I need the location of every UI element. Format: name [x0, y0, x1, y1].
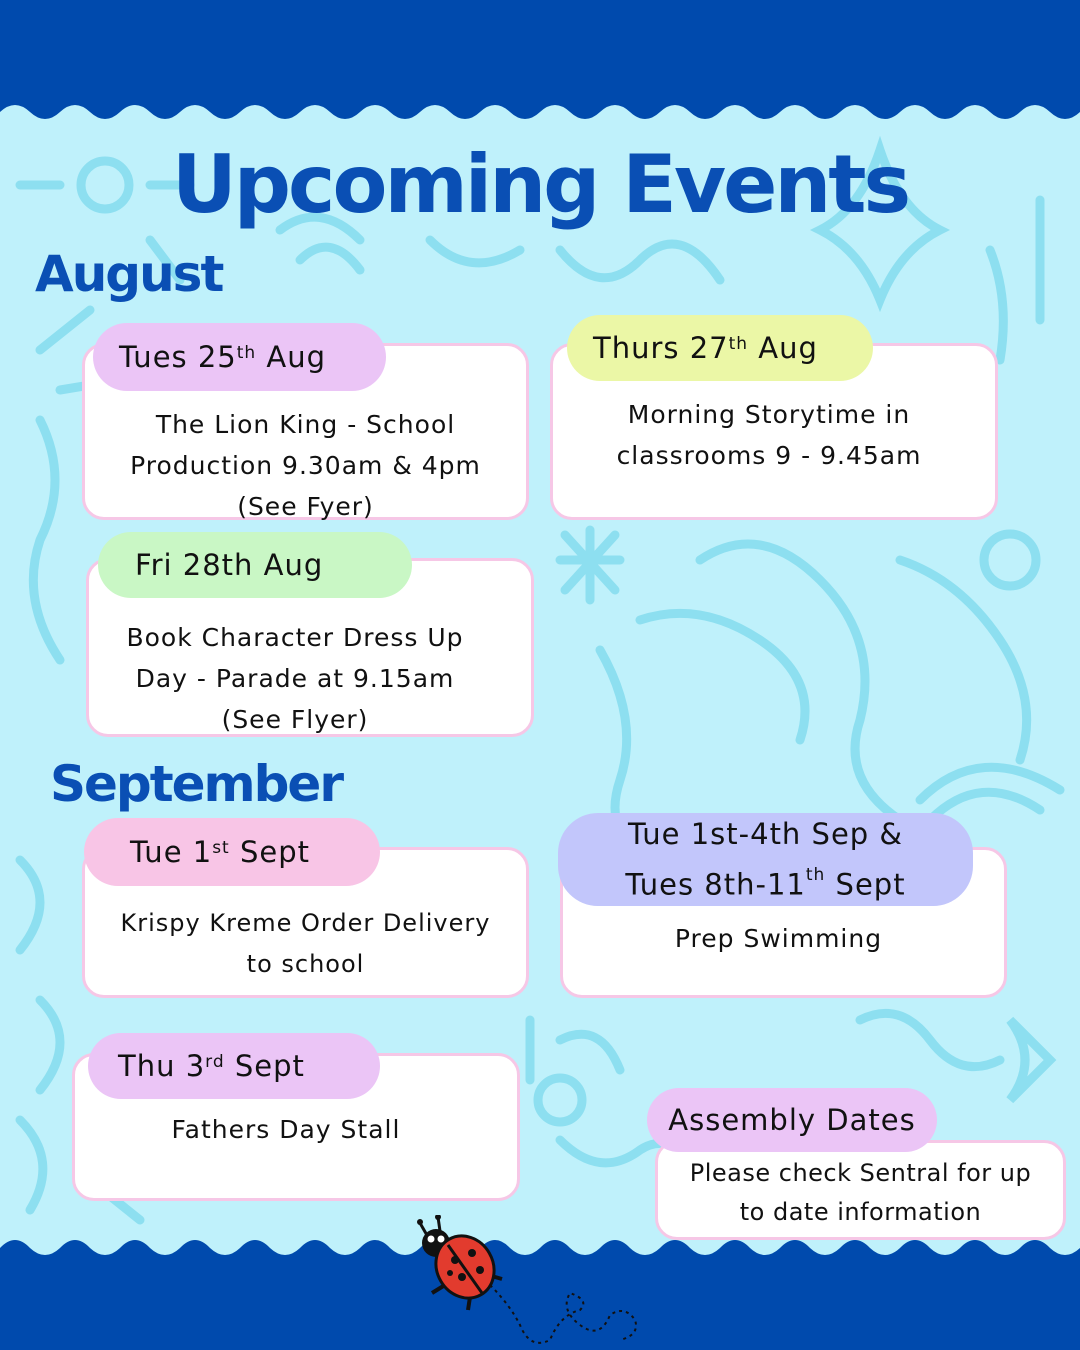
- event-line: Morning Storytime in: [627, 400, 911, 429]
- date-day: Thu 3: [118, 1049, 206, 1083]
- date-suffix: th: [805, 864, 826, 885]
- date-month: Sept: [229, 835, 310, 869]
- ladybug-icon: [410, 1215, 650, 1350]
- date-suffix: th: [728, 334, 749, 354]
- event-line: (See Flyer): [221, 705, 369, 734]
- date-month: Sept: [825, 867, 906, 902]
- date-line: Tue 1st-4th Sep &: [627, 816, 904, 851]
- event-description: [85, 404, 526, 527]
- event-line: to school: [246, 950, 365, 978]
- assembly-line: to date information: [739, 1198, 982, 1226]
- assembly-pill: [647, 1088, 937, 1152]
- date-pill-swimming: [558, 813, 973, 906]
- event-line: classrooms 9 - 9.45am: [616, 441, 922, 470]
- event-description: [553, 918, 1004, 959]
- date-pill-thu-3: [88, 1033, 380, 1099]
- event-description: [55, 1109, 517, 1150]
- date-day: Thurs 27: [593, 331, 729, 365]
- date-suffix: th: [236, 343, 257, 363]
- event-line: Krispy Kreme Order Delivery: [120, 909, 491, 937]
- date-pill-tues-25: [93, 323, 386, 391]
- date-line: [625, 857, 905, 908]
- date-day: Tues 25: [119, 340, 237, 374]
- date-month: Aug: [256, 340, 327, 374]
- event-line: Fathers Day Stall: [171, 1115, 401, 1144]
- event-line: Book Character Dress Up: [126, 623, 464, 652]
- top-wave-band: [0, 0, 1080, 130]
- assembly-description: [658, 1154, 1063, 1232]
- event-line: Production 9.30am & 4pm: [130, 451, 481, 480]
- date-day: Tue 1: [130, 835, 213, 869]
- event-description: [59, 617, 531, 740]
- event-description: [85, 903, 526, 985]
- event-line: (See Fyer): [237, 492, 374, 521]
- date-suffix: rd: [205, 1052, 225, 1072]
- assembly-line: Please check Sentral for up: [689, 1159, 1032, 1187]
- event-line: Prep Swimming: [674, 924, 883, 953]
- month-heading-september: September: [50, 755, 342, 813]
- page-title: Upcoming Events: [171, 138, 909, 231]
- date-label: Fri 28th Aug: [135, 548, 324, 582]
- date-pill-fri-28: [98, 532, 412, 598]
- date-pill-tue-1: [84, 818, 380, 886]
- date-month: Aug: [748, 331, 818, 365]
- date-day: Tues 8th-11: [625, 867, 806, 902]
- assembly-card: [655, 1140, 1066, 1240]
- date-pill-thurs-27: [567, 315, 873, 381]
- event-line: The Lion King - School: [155, 410, 456, 439]
- event-description: [543, 394, 995, 476]
- assembly-label: Assembly Dates: [668, 1103, 916, 1137]
- event-line: Day - Parade at 9.15am: [135, 664, 455, 693]
- month-heading-august: August: [35, 245, 223, 303]
- date-month: Sept: [224, 1049, 305, 1083]
- date-suffix: st: [212, 838, 230, 858]
